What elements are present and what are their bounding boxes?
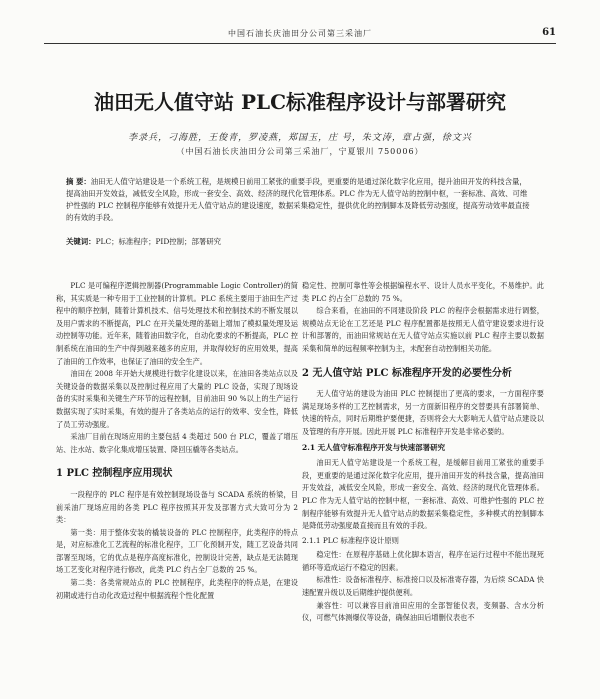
running-title: 中国石油长庆油田分公司第三采油厂 — [228, 29, 372, 38]
section1-paragraph: 第一类：用于整体安装的橇装设备的 PLC 控制程序，此类程序的特点是，对应标准化工艺流程的标准化程序，工厂化预制开发，随工艺设备共同部署至现场，它的优点是程序高度标准化，控制设计完善，缺点是无法随现场工艺变化对程序进行修改，此类 PLC 约占全厂总数的 25 %。 — [56, 527, 298, 575]
affiliation: （中国石油长庆油田分公司第三采油厂，宁夏银川 750006） — [176, 147, 424, 156]
paper-title: 油田无人值守站 PLC标准程序设计与部署研究 — [94, 90, 506, 114]
keywords-label: 关键词： — [66, 237, 96, 246]
section1-paragraph: 第二类：各类常规站点的 PLC 控制程序，此类程序的特点是，在建设初期或进行自动化改造过程中根据流程个性化配置 — [56, 578, 298, 600]
running-header — [44, 28, 556, 42]
intro-paragraph: PLC 是可编程序逻辑控制器(Programmable Logic Controller)的简称，其实质是一种专用于工业控制的计算机。PLC 系统主要用于油田生产过程中的顺序控制，随着计算机技术、信号处理技术和控制技术的不断发展以及用户需求的不断提高，PLC 在开关量处理的基础上增加了模拟量处理及运动控制等功能。近年来，随着油田数字化，自动化要求的不断提高，PLC 控制系统在油田的生产中得到越来越多的应用，并取得较好的应用效果，提高了油田的工作效率，也保证了油田的安全生产。 — [56, 281, 298, 366]
section1-paragraph: 一段程序的 PLC 程序是有效控制现场设备与 SCADA 系统的桥梁，目前采油厂现场应用的各类 PLC 程序按照其开发及部署方式大致可分为 2 类： — [56, 489, 298, 525]
section2-paragraph: 无人值守站的建设为油田 PLC 控制提出了更高的要求，一方面程序要满足现场多样的工艺控制需求，另一方面新旧程序的交替要具有部署简单、快速的特点，同时后期维护要便捷，否则将会大大影响无人值守站点建设以及管理的有序开展。因此开展 PLC 标准程序开发是非常必要的。 — [302, 389, 544, 436]
subsection-paragraph: 油田无人值守站建设是一个系统工程，是缓解目前用工紧张的重要手段，更重要的是通过深化数字化应用，提升油田开发的科技含量，提高油田开发效益，减低安全风险，形成一套安全、高效、经济的现代化管理体系。PLC 作为无人值守站的控制中枢，一套标准、高效、可维护性强的 PLC 控制程序能够有效提升无人值守站点的数据采集稳定性，多种模式的控制脚本是降低劳动强度最直接而且有效的手段。 — [302, 458, 544, 531]
subsection-heading-2-1: 2.1 无人值守标准程序开发与快速部署研究 — [302, 442, 446, 452]
right-column — [302, 280, 544, 625]
keywords-text: PLC；标准程序；PID控制；部署研究 — [95, 237, 222, 246]
left-column — [56, 280, 298, 602]
intro-paragraph: 油田在 2008 年开始大规模进行数字化建设以来，在油田各类站点以及关键设备的数据采集以及控制过程应用了大量的 PLC 设备，实现了现场设备的实时采集和关键生产环节的远程控制，目前油田 90 %以上的生产运行数据实现了实时采集，有效的提升了各类站点的运行的效率、安全性，降低了员工劳动强度。 — [56, 369, 298, 429]
abstract-label: 摘 要： — [66, 177, 91, 186]
keywords — [66, 236, 534, 248]
abstract-text: 油田无人值守站建设是一个系统工程，是规模日前用工紧张的重要手段，更重要的是通过深化数字化应用，提升油田开发的科技含量，提高油田开发效益，减低安全风险，形成一套安全、高效、经济的现代化管理体系。PLC 作为无人值守站的控制中枢，一套标准、高效、可维护性强的 PLC 控制程序能够有效提升无人值守站点的建设速度，数据采集稳定性，提供优化的控制脚本及降低劳动强度，提高劳动效率最直接的有效的手段。 — [66, 177, 530, 222]
section-heading-2: 2 无人值守站 PLC 标准程序开发的必要性分析 — [302, 367, 512, 379]
principle-paragraph: 稳定性：在原程序基础上优化脚本语言，程序在运行过程中不能出现死循环等造成运行不稳定的因素。 — [302, 550, 544, 572]
continuation-paragraph: 稳定性、控制可靠性等会根据编程水平、设计人员水平变化，不易维护。此类 PLC 约占全厂总数的 75 %。 — [302, 281, 544, 303]
principle-paragraph: 标准性：设备标准程序、标准接口以及标准寄存器，为后续 SCADA 快速配置升级以及后期维护提供便利。 — [302, 575, 544, 598]
section-heading-1: 1 PLC 控制程序应用现状 — [56, 468, 173, 480]
abstract — [66, 176, 534, 224]
author-list: 李录兵，刁海胜，王俊青，罗凌燕，郑国玉，庄 号，朱文涛，章占强，徐文兴 — [128, 133, 472, 143]
header-divider — [44, 43, 556, 44]
page-number: 61 — [542, 27, 556, 38]
intro-paragraph: 采油厂目前在现场应用的主要包括 4 类超过 500 台 PLC，覆盖了增压站、注水站、数字化集成增压装置、降回压橇等各类站点。 — [56, 432, 298, 454]
principle-paragraph: 兼容性：可以兼容目前油田应用的全部智能仪表，变频器、含水分析仪，可燃气体测爆仪等设备，确保油田后增删仪表也不 — [302, 600, 544, 623]
subsection-heading-2-1-1: 2.1.1 PLC 标准程序设计原则 — [302, 535, 399, 545]
summary-paragraph: 综合来看，在油田的不同建设阶段 PLC 的程序会根据需求进行调整，规模站点无论在工艺还是 PLC 程序配置都是按照无人值守建设要求进行设计和部署的，而油田常规站在无人值守站点实施以前 PLC 程序主要以数据采集和简单的远程频率控制为主，未配套自动控制相关功能。 — [302, 306, 544, 353]
